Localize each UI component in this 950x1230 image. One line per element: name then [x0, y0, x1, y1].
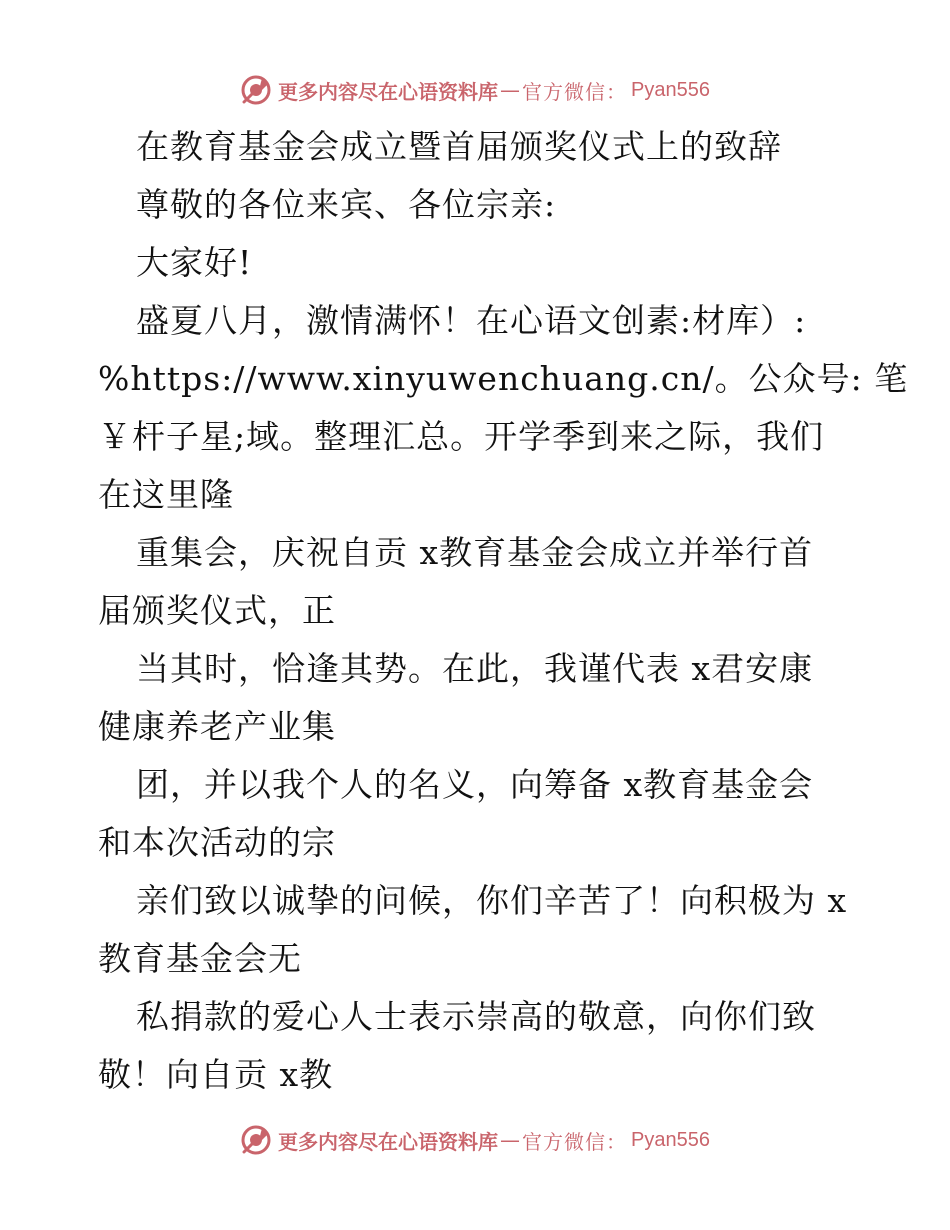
text-line: 届颁奖仪式，正 — [98, 591, 336, 630]
quill-seal-icon — [240, 1124, 272, 1156]
text-line: 团，并以我个人的名义，向筹备 x教育基金会 — [136, 765, 814, 804]
text-line: 重集会，庆祝自贡 x教育基金会成立并举行首 — [136, 533, 814, 572]
text-line: 尊敬的各位来宾、各位宗亲: — [136, 185, 557, 224]
document-body — [98, 118, 909, 1104]
text-line: 亲们致以诚挚的问候，你们辛苦了！向积极为 x — [136, 881, 848, 920]
text-line: 当其时，恰逢其势。在此，我谨代表 x君安康 — [136, 649, 814, 688]
text-line: 盛夏八月，激情满怀！在心语文创素:材库）: — [136, 301, 807, 340]
banner-dash: — — [500, 1128, 521, 1152]
text-line: ￥杆子星;域。整理汇总。开学季到来之际，我们 — [98, 417, 825, 456]
text-line: 教育基金会无 — [98, 939, 302, 978]
banner-title: 更多内容尽在心语资料库 — [278, 1129, 499, 1154]
text-line: %https://www.xinyuwenchuang.cn/。公众号: 笔 — [98, 359, 909, 398]
banner-wechat-id: Pyan556 — [631, 78, 710, 101]
text-line: 和本次活动的宗 — [98, 823, 336, 862]
text-line: 大家好! — [136, 243, 253, 282]
quill-seal-icon — [240, 74, 272, 106]
banner-wechat-id: Pyan556 — [631, 1128, 710, 1151]
banner-wechat-label: 官方微信： — [522, 79, 628, 104]
text-line: 在这里隆 — [98, 475, 234, 514]
header-banner — [0, 70, 950, 110]
footer-banner — [0, 1120, 950, 1160]
text-line: 在教育基金会成立暨首届颁奖仪式上的致辞 — [136, 127, 782, 166]
banner-dash: — — [500, 78, 521, 102]
text-line: 私捐款的爱心人士表示崇高的敬意，向你们致 — [136, 997, 816, 1036]
text-line: 敬！向自贡 x教 — [98, 1055, 334, 1094]
text-line: 健康养老产业集 — [98, 707, 336, 746]
banner-wechat-label: 官方微信： — [522, 1129, 628, 1154]
banner-title: 更多内容尽在心语资料库 — [278, 79, 499, 104]
